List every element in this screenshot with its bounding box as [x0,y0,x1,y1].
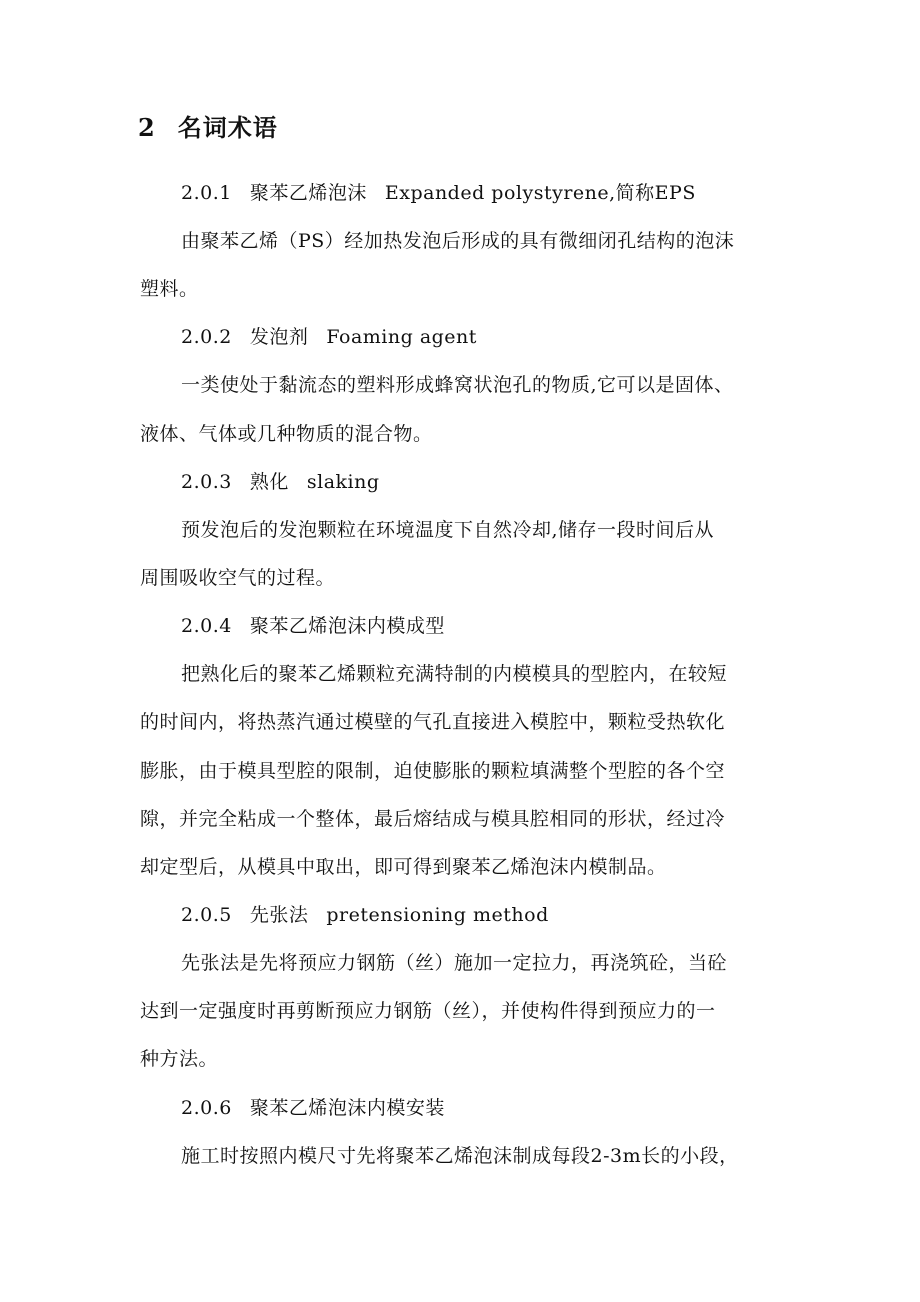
term-heading [181,901,549,929]
definition-line: 的时间内，将热蒸汽通过模壁的气孔直接进入模腔中，颗粒受热软化 [140,711,726,733]
term-heading [181,323,477,351]
definition-line: 膨胀，由于模具型腔的限制，迫使膨胀的颗粒填满整个型腔的各个空 [140,760,726,782]
term-name-en: Foaming agent [326,326,477,348]
term-number: 2.0.1 [181,182,232,204]
definition-line: 液体、气体或几种物质的混合物。 [140,423,433,445]
definition-line: 施工时按照内模尺寸先将聚苯乙烯泡沫制成每段2-3m长的小段， [181,1145,739,1167]
term-name-zh: 聚苯乙烯泡沫 [249,182,367,204]
term-number: 2.0.3 [181,471,232,493]
definition-line: 一类使处于黏流态的塑料形成蜂窝状泡孔的物质,它可以是固体、 [181,374,734,396]
term-number: 2.0.6 [181,1097,232,1119]
term-number: 2.0.5 [181,904,232,926]
term-name-zh: 聚苯乙烯泡沫内模成型 [249,615,445,637]
term-number: 2.0.4 [181,615,232,637]
term-name-en: pretensioning method [326,904,549,926]
term-name-en: slaking [306,471,380,493]
definition-line: 达到一定强度时再剪断预应力钢筋（丝），并使构件得到预应力的一 [140,1000,716,1022]
definition-line: 把熟化后的聚苯乙烯颗粒充满特制的内模模具的型腔内，在较短 [181,663,728,685]
definition-line: 塑料。 [140,278,199,300]
term-heading [181,179,696,207]
definition-line: 种方法。 [140,1048,219,1070]
term-name-zh: 聚苯乙烯泡沫内模安装 [249,1097,445,1119]
definition-line: 预发泡后的发泡颗粒在环境温度下自然冷却,储存一段时间后从 [181,519,715,541]
term-heading [181,1094,463,1122]
chapter-number: 2 [138,113,156,142]
term-name-zh: 先张法 [249,904,309,926]
definition-line: 却定型后，从模具中取出，即可得到聚苯乙烯泡沫内模制品。 [140,856,667,878]
definition-line: 周围吸收空气的过程。 [140,567,336,589]
term-heading [181,612,463,640]
term-heading [181,468,380,496]
definition-line: 由聚苯乙烯（PS）经加热发泡后形成的具有微细闭孔结构的泡沫 [181,230,735,252]
term-name-en: Expanded polystyrene,简称EPS [384,182,696,204]
term-name-zh: 熟化 [249,471,289,493]
chapter-title: 名词术语 [177,113,278,142]
chapter-heading [138,108,278,143]
definition-line: 隙，并完全粘成一个整体，最后熔结成与模具腔相同的形状，经过冷 [140,808,726,830]
term-name-zh: 发泡剂 [249,326,309,348]
definition-line: 先张法是先将预应力钢筋（丝）施加一定拉力，再浇筑砼，当砼 [181,952,728,974]
term-number: 2.0.2 [181,326,232,348]
